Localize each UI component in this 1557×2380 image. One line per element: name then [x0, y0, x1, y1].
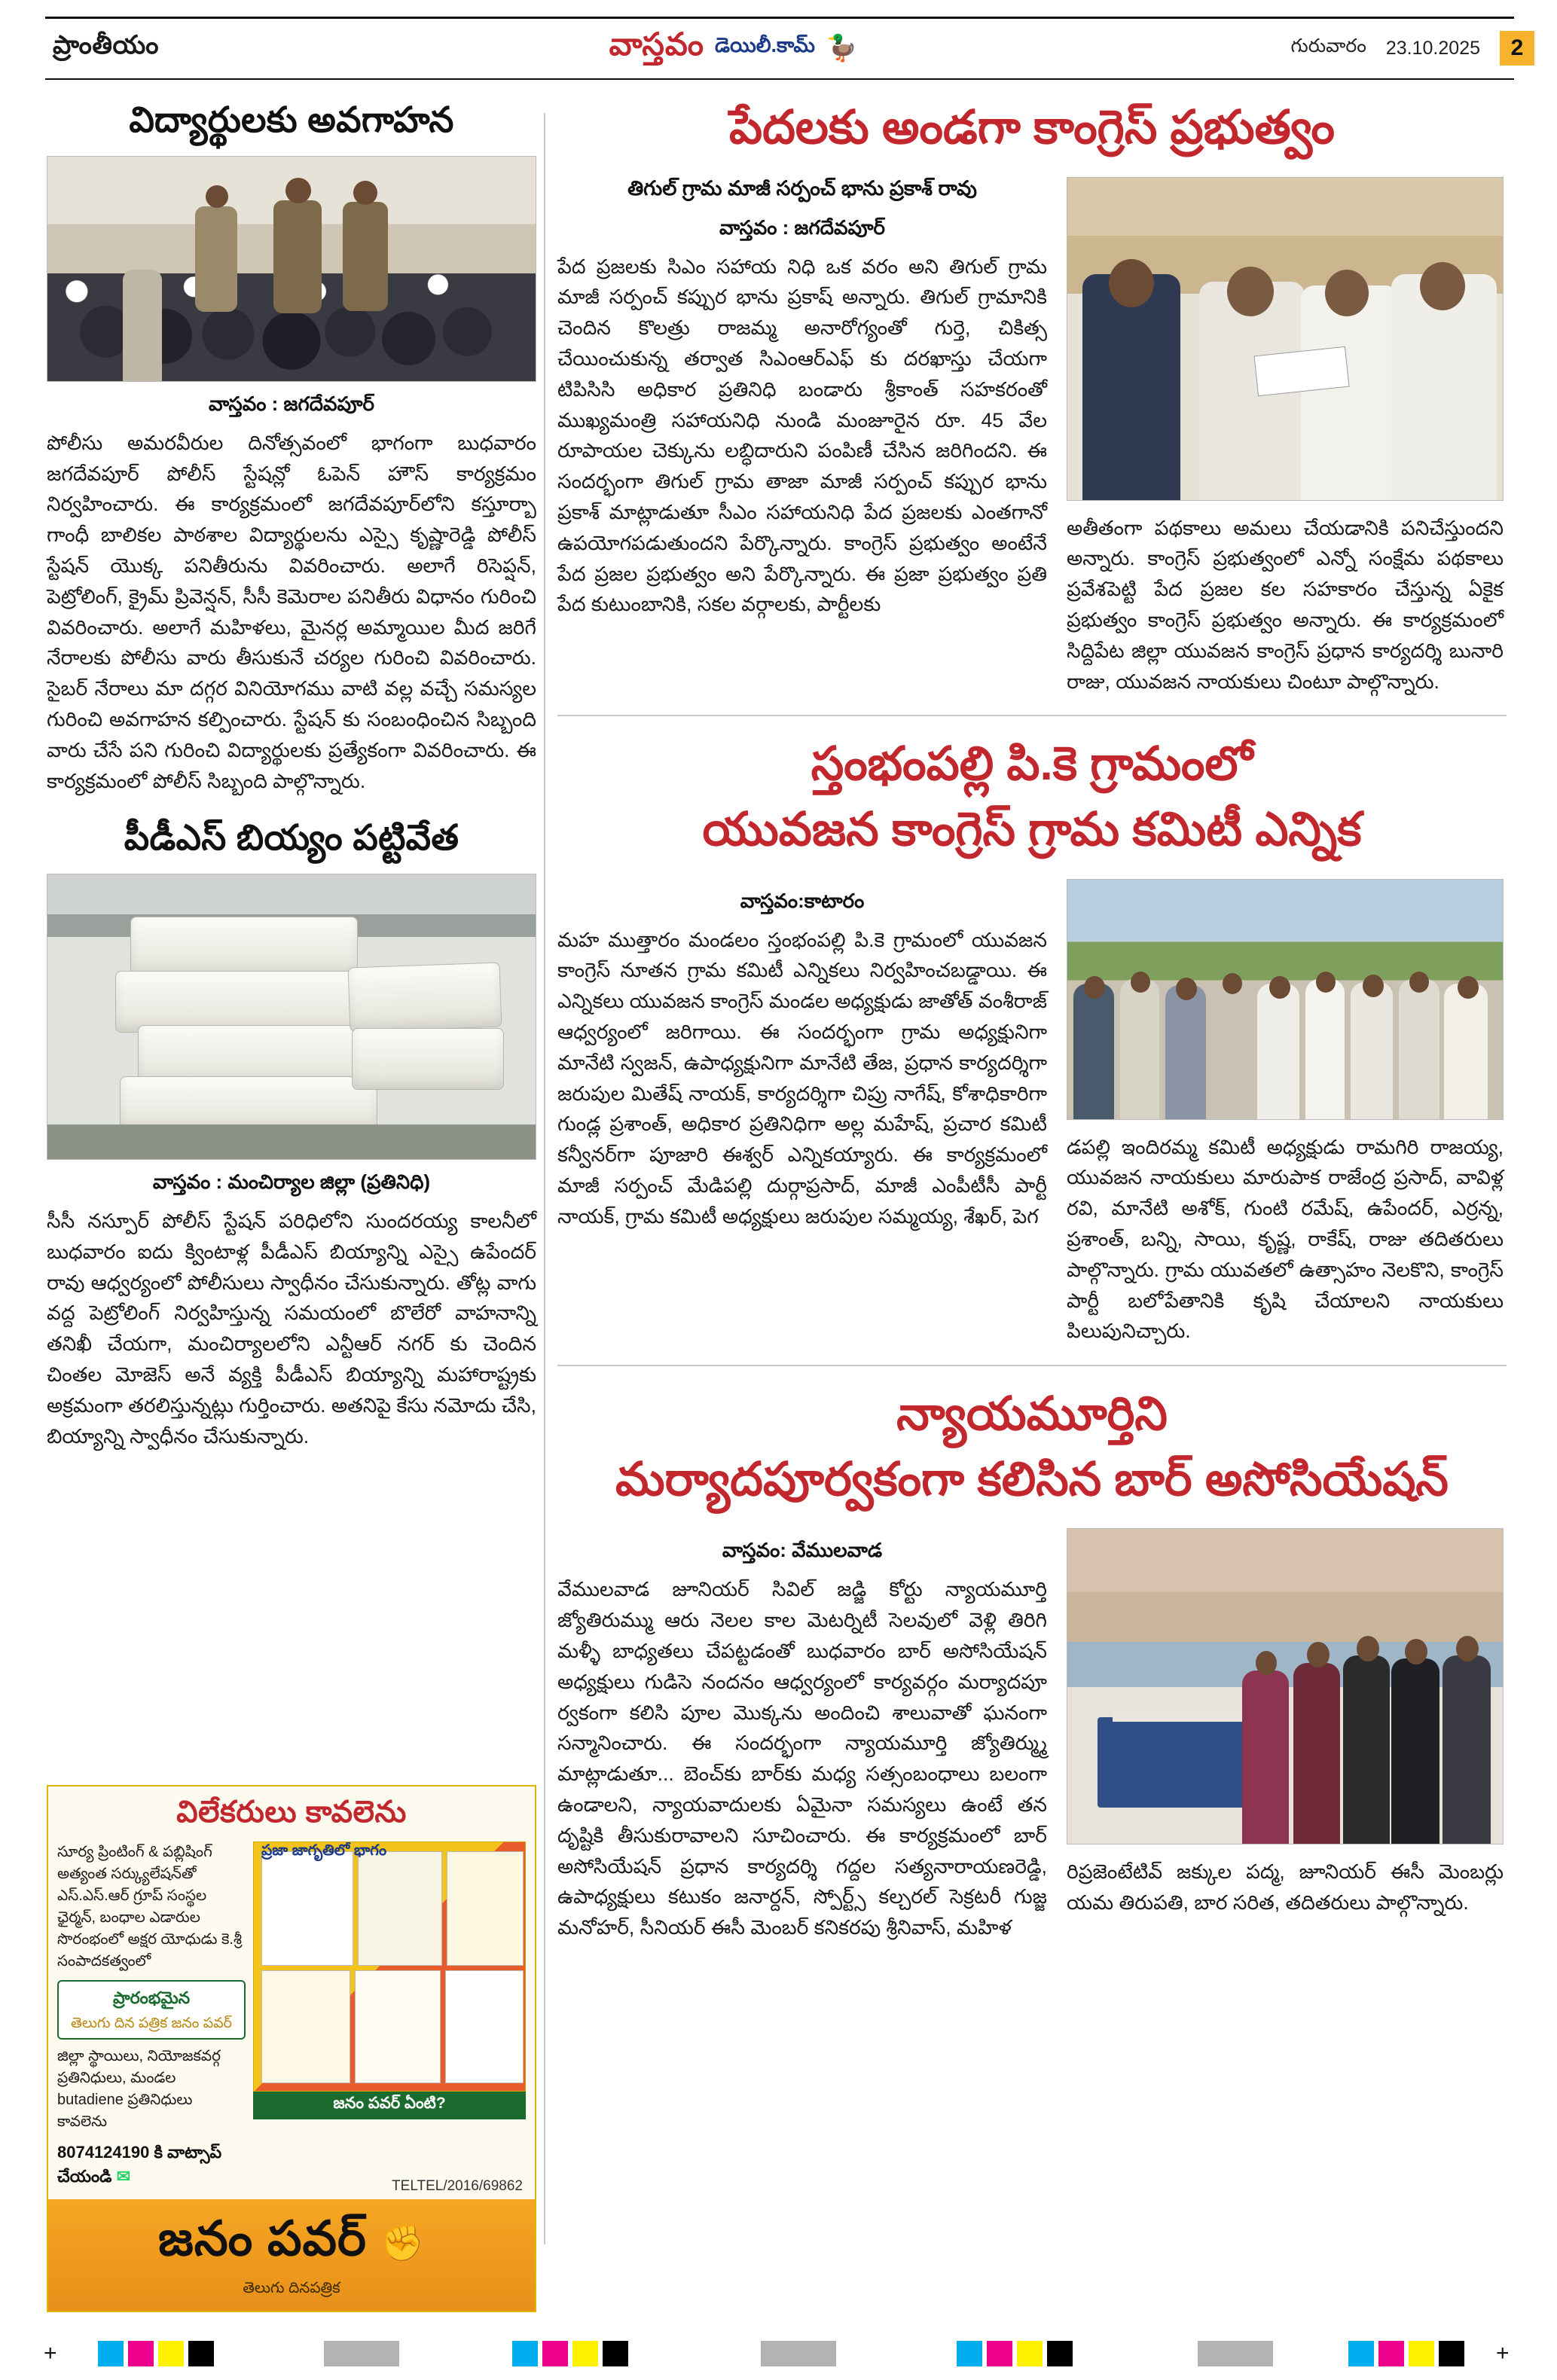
- article1-body: పోలీసు అమరవీరుల దినోత్సవంలో భాగంగా బుధవారం జగదేవపూర్ పోలీస్ స్టేషన్లో ఓపెన్ హౌస్ కార్యక్రమం నిర్వహించారు. ఈ కార్యక్రమంలో జగదేవపూర్‌లోని కస్తూర్బా గాంధీ బాలికల పాఠశాల విద్యార్థులను ఎస్సై కృష్ణారెడ్డి పోలీస్ స్టేషన్ యొక్క పనితీరును వివరించారు. అలాగే రిసెప్షన్, పెట్రోలింగ్, క్రైమ్ ప్రివెన్షన్, సీసీ కెమెరాల పనితీరు విధానం గురించి వివరించారు. అలాగే మహిళలు, మైనర్ల అమ్మాయిల మీద జరిగే నేరాలకు పోలీసు వారు తీసుకునే చర్యల గురించి వివరించారు. సైబర్ నేరాలు మా దగ్గర వినియోగము వాటి వల్ల వచ్చే సమస్యల గురించి అవగాహన కల్పించారు. స్టేషన్ కు సంబంధించిన సిబ్బంది వారు చేసే పని గురించి విద్యార్థులకు ప్రత్యేకంగా వివరించారు. ఈ కార్యక్రమంలో పోలీస్ సిబ్బంది పాల్గొన్నారు.: [47, 431, 536, 792]
- ad-brand-subtitle: తెలుగు దినపత్రిక: [243, 2279, 340, 2296]
- police-awareness-photo: [47, 156, 536, 382]
- article-youth-congress-committee: [557, 734, 1507, 1366]
- main-article3-body-col1: వేములవాడ జూనియర్ సివిల్ జడ్జి కోర్టు న్యాయమూర్తి జ్యోతిరుమ్ము ఆరు నెలల కాల మెటర్నిటీ సెలవులో వెళ్లి తిరిగి మళ్ళీ బాధ్యతలు చేపట్టడంతో బుధవారం బార్ అసోసియేషన్ అధ్యక్షులు గుడిసె నందనం ఆధ్వర్యంలో కార్యవర్గం మర్యాదపూ ర్వకంగా కలిసి పూల మొక్కను అందించి శాలువాతో ఘనంగా సన్మానించారు. ఈ సందర్భంగా న్యాయమూర్తి జ్యోతిర్మ్ము మాట్లాడుతూ... బెంచ్‌కు బార్‌కు మధ్య సత్సంబంధాలు బలంగా ఉండాలని, న్యాయవాదులకు ఏమైనా సమస్యలు ఉంటే తన దృష్టికి తీసుకురావాలని సూచించారు. ఈ కార్యక్రమంలో బార్ అసోసియేషన్ ప్రధాన కార్యదర్శి గద్దల సత్యనారాయణరెడ్డి, ఉపాధ్యక్షులు కటుకం జనార్దన్, స్పోర్ట్స్ కల్చరల్ సెక్రటరీ గుజ్జ మనోహర్, సీనియర్ ఈసీ మెంబర్ కనికరపు శ్రీనివాస్, మహిళ: [557, 1578, 1047, 1939]
- ad-brand-footer: [48, 2199, 535, 2311]
- article-pds-rice-seizure: [47, 816, 536, 1451]
- registration-mark-right: +: [1496, 2341, 1510, 2366]
- date-label: 23.10.2025: [1385, 37, 1480, 59]
- ad-green-banner: జనం పవర్ ఏంటి?: [253, 2092, 526, 2119]
- cheque-handover-photo: [1067, 177, 1504, 501]
- article2-byline: వాస్తవం : మంచిర్యాల జిల్లా (ప్రతినిధి): [152, 1170, 431, 1194]
- masthead-rule-bottom: [45, 78, 1514, 80]
- article2-body: సీసీ నస్పూర్ పోలీస్ స్టేషన్ పరిధిలోని సుందరయ్య కాలనీలో బుధవారం ఐదు క్వింటాళ్ల పీడీఎస్ బియ్యాన్ని ఎస్సై ఉపేందర్ రావు ఆధ్వర్యంలో పోలీసులు స్వాధీనం చేసుకున్నారు. తోట్ల వాగు వద్ద పెట్రోలింగ్ నిర్వహిస్తున్న సమయంలో బొలేరో వాహనాన్ని తనిఖీ చేయగా, మంచిర్యాలలోని ఎన్టీఆర్ నగర్ కు చెందిన చింతల మోజెస్ అనే వ్యక్తి పీడీఎస్ బియ్యాన్ని మహారాష్ట్రకు అక్రమంగా తరలిస్తున్నట్లు గుర్తించారు. అతనిపై కేసు నమోదు చేసి, బియ్యాన్ని స్వాధీనం చేసుకున్నారు.: [47, 1210, 536, 1448]
- masthead: [0, 23, 1557, 74]
- ad-badge-sub: తెలుగు దిన పత్రిక జనం పవర్: [71, 2015, 232, 2031]
- ad-title: విలేకరులు కావలెను: [176, 1796, 407, 1829]
- section-divider-2: [557, 1365, 1507, 1366]
- article-bar-association: [557, 1384, 1507, 1943]
- ad-collage-image: [253, 1841, 526, 2092]
- main-article2-headline-line2: యువజన కాంగ్రెస్ గ్రామ కమిటీ ఎన్నిక: [702, 803, 1362, 856]
- main-article2-byline: వాస్తవం:కాటారం: [740, 889, 865, 912]
- article1-byline: వాస్తవం : జగదేవపూర్: [209, 392, 374, 415]
- main-article3-headline-line2: మర్యాదపూర్వకంగా కలిసిన బార్ అసోసియేషన్: [615, 1453, 1449, 1506]
- masthead-date-area: [1241, 31, 1557, 66]
- main-article3-byline: వాస్తవం: వేములవాడ: [722, 1539, 883, 1562]
- left-column: [47, 98, 536, 1451]
- column-separator: [544, 113, 545, 2244]
- main-article1-kicker: తిగుల్ గ్రామ మాజీ సర్పంచ్ భాను ప్రకాశ్ రావు: [627, 176, 977, 200]
- bird-icon: 🦆: [826, 34, 858, 63]
- page-number-badge: 2: [1500, 31, 1534, 66]
- weekday-label: గురువారం: [1290, 35, 1366, 56]
- ad-collage-title: ప్రజా జాగృతిలో భాగం: [261, 1842, 387, 1859]
- fist-icon: ✊: [380, 2223, 425, 2263]
- classified-advertisement[interactable]: [47, 1785, 536, 2312]
- main-column: [557, 98, 1507, 1943]
- article-congress-govt: [557, 98, 1507, 716]
- main-article2-headline-line1: స్తంభంపల్లి పి.కె గ్రామంలో: [811, 738, 1253, 791]
- whatsapp-icon: ✉: [116, 2167, 131, 2186]
- section-label: ప్రాంతీయం: [53, 30, 159, 60]
- masthead-rule-top: [45, 17, 1514, 19]
- print-registration-bar: [0, 2341, 1557, 2366]
- main-article2-body-col1: మహ ముత్తారం మండలం స్తంభంపల్లి పి.కె గ్రామంలో యువజన కాంగ్రెస్ నూతన గ్రామ కమిటీ ఎన్నికలు నిర్వహించబడ్డాయి. ఈ ఎన్నికలు యువజన కాంగ్రెస్ మండల అధ్యక్షుడు జాతోత్ వంశీరాజ్ ఆధ్వర్యంలో జరిగాయి. ఈ సందర్భంగా గ్రామ అధ్యక్షునిగా మానేటి స్వజన్, ఉపాధ్యక్షునిగా మానేటి తేజ, ప్రధాన కార్యదర్శిగా జరుపుల మితేష్ నాయక్, కార్యదర్శిగా చిప్రు నాగేష్, కోశాధికారిగా గుండ్ల ప్రశాంత్, అధికార ప్రతినిధిగా అల్ల మహేష్, ప్రచార కమిటీ కన్వీనర్‌గా పూజారి ఈశ్వర్ ఎన్నికయ్యారు. ఈ కార్యక్రమంలో మాజీ సర్పంచ్ మేడిపల్లి దుర్గాప్రసాద్, మాజీ ఎంపీటీసీ పార్టీ నాయక్, గ్రామ కమిటీ అధ్యక్షులు జరుపుల సమ్మయ్య, శేఖర్, పెగ: [557, 928, 1047, 1228]
- rice-bags-photo: [47, 874, 536, 1160]
- ad-left-text: సూర్య ప్రింటింగ్ & పబ్లిషింగ్ అత్యంత సర్క్యులేషన్‌తో ఎస్‌.ఎస్‌.ఆర్ గ్రూప్ సంస్థల ఛైర్మన్, బంధాల ఎడారుల సొరంభంలో అక్షర యోధుడు కె.శ్రీ సంపాదకత్వంలో: [57, 1844, 242, 1970]
- section-divider-1: [557, 715, 1507, 716]
- main-article1-body-col1: పేద ప్రజలకు సిఎం సహాయ నిధి ఒక వరం అని తిగుల్ గ్రామ మాజీ సర్పంచ్ కప్పుర భాను ప్రకాష్ అన్నారు. తిగుల్ గ్రామానికి చెందిన కొలత్రు రాజమ్మ అనారోగ్యంతో గుర్తె, చికిత్స చేయించుకున్న తర్వాత సిఎంఆర్ఎఫ్ కు దరఖాస్తు చేయగా టిపిసిసి అధికార ప్రతినిధి బండారు శ్రీకాంత్ సహకరంతో ముఖ్యమంత్రి సహాయనిధి నుండి మంజూరైన రూ. 45 వేల రూపాయల చెక్కును లబ్ధిదారుని పంపిణీ చేసిన జరిగిందని. ఈ సందర్భంగా తిగుల్ గ్రామ తాజా మాజీ సర్పంచ్ కప్పుర భాను ప్రకాశ్ మాట్లాడుతూ సీఎం సహాయనిధి పేద ప్రజలకు ఎంతగానో ఉపయోగపడుతుందని పేర్కొన్నారు. కాంగ్రెస్ ప్రభుత్వం అంటేనే పేద ప్రజల ప్రభుత్వం అని పేర్కొన్నారు. ఈ ప్రజా ప్రభుత్వం ప్రతి పేద కుటుంబానికి, సకల వర్గాలకు, పార్టీలకు: [557, 255, 1047, 616]
- ad-contact-lines: జిల్లా స్థాయిలు, నియోజకవర్గ ప్రతినిధులు, మండల butadiene ప్రతినిధులు కావలెను: [57, 2048, 221, 2131]
- ad-brand-name: జనం పవర్: [158, 2211, 367, 2266]
- ad-badge-label: ప్రారంభమైన: [112, 1988, 191, 2007]
- main-article1-body-col2: అతీతంగా పథకాలు అమలు చేయడానికి పనిచేస్తుందని అన్నారు. కాంగ్రెస్ ప్రభుత్వంలో ఎన్నో సంక్షేమ పథకాలు ప్రవేశపెట్టి పేద ప్రజల కల సహకారం చేస్తున్న ఏకైక ప్రభుత్వం కాంగ్రెస్ ప్రభుత్వం అన్నారు. ఈ కార్యక్రమంలో సిద్దిపేట జిల్లా యువజన కాంగ్రెస్ ప్రధాన కార్యదర్శి బునారి రాజు, యువజన నాయకులు చింటూ పాల్గొన్నారు.: [1067, 516, 1504, 693]
- article1-headline: విద్యార్థులకు అవగాహన: [129, 99, 454, 139]
- main-article3-headline-line1: న్యాయమూర్తిని: [896, 1388, 1168, 1441]
- main-article3-body-col2: రిప్రజెంటేటివ్ జక్కుల పద్మ, జూనియర్ ఈసీ మెంబర్లు యమ తిరుపతి, బార సరిత, తదితరులు పాల్గొన్నారు.: [1067, 1860, 1504, 1915]
- main-article1-byline: వాస్తవం : జగదేవపూర్: [719, 215, 885, 239]
- bar-association-meeting-photo: [1067, 1528, 1504, 1844]
- logo-sub-text: డెయిలీ.కామ్: [715, 34, 815, 56]
- youth-congress-group-photo: [1067, 879, 1504, 1120]
- publication-logo: [226, 26, 1241, 71]
- main-article1-headline: పేదలకు అండగా కాంగ్రెస్ ప్రభుత్వం: [729, 102, 1335, 154]
- article-students-awareness: [47, 98, 536, 796]
- registration-mark-left: +: [44, 2341, 57, 2366]
- main-article2-body-col2: డపల్లి ఇందిరమ్మ కమిటీ అధ్యక్షుడు రామగిరి రాజయ్య, యువజన నాయకులు మారుపాక రాజేంద్ర ప్రసాద్, వావిళ్ల రవి, మానేటి అశోక్, గుంటి రమేష్, ఉపేందర్, ఎర్రన్న, ప్రశాంత్, బన్ని, సాయి, కృష్ణ, రాకేష్, రాజు తదితరులు పాల్గొన్నారు. గ్రామ యువతలో ఉత్సాహం నెలకొని, కాంగ్రెస్ పార్టీ బలోపేతానికి కృషి చేయాలని నాయకులు పిలుపునిచ్చారు.: [1067, 1135, 1504, 1343]
- ad-registration-code: TELTEL/2016/69862: [392, 2178, 523, 2194]
- article2-headline: పీడీఎస్ బియ్యం పట్టివేత: [124, 817, 459, 858]
- ad-phone-number: 8074124190 కి వాట్సాప్ చేయండి: [57, 2143, 222, 2186]
- logo-main-text: వాస్తవం: [609, 26, 704, 62]
